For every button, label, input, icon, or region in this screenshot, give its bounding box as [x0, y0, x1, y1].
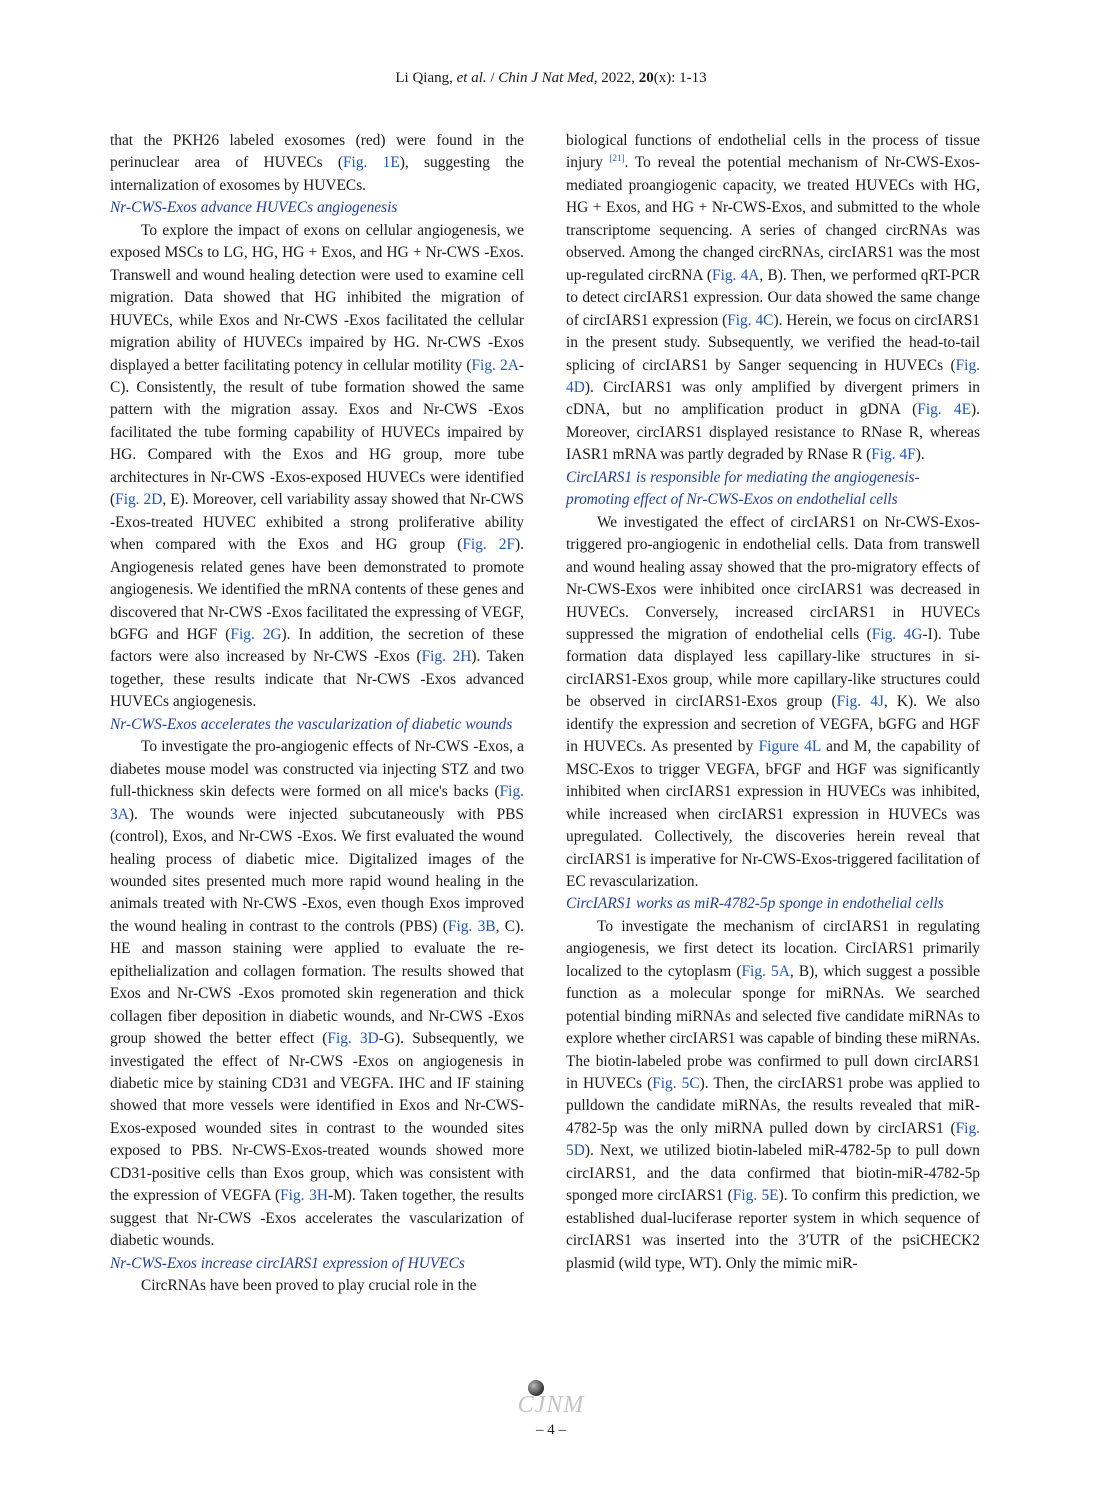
figure-link[interactable]: Fig. 4A — [712, 266, 760, 284]
text: -I). Tube formation data displayed less capillary-like structures in si-circIARS1-Exos group, while more capillary-like structures could be observed in circIARS1-Exos group ( — [566, 625, 981, 711]
section-heading: CircIARS1 is responsible for mediating the angiogenesis-promoting effect of Nr-CWS-Exos on endothelial cells — [566, 468, 920, 509]
paragraph — [110, 1275, 524, 1297]
text: that the PKH26 labeled exosomes (red) were found in the perinuclear area of HUVECs ( — [110, 132, 524, 172]
header-sep: / — [486, 70, 499, 86]
text: ). Then, the circIARS1 probe was applied to pulldown the candidate miRNAs, the results revealed that miR-4782-5p was the only miRNA pulled down by circIARS1 ( — [566, 1075, 980, 1137]
header-year: , 2022, — [593, 70, 639, 86]
figure-link[interactable]: Fig. 5D — [566, 1119, 980, 1160]
text: ). — [915, 446, 925, 464]
text: CircRNAs have been proved to play crucial role in the — [141, 1277, 477, 1295]
text: ). Moreover, circIARS1 displayed resistance to RNase R, whereas IASR1 mRNA was partly degraded by RNase R ( — [566, 401, 981, 464]
journal-logo: CJNM — [517, 1392, 585, 1418]
figure-link[interactable]: Fig. 3B — [447, 917, 496, 935]
figure-link[interactable]: Fig. 3A — [110, 783, 524, 823]
text: ). In addition, the secretion of these factors were also increased by Nr-CWS -Exos ( — [110, 625, 524, 666]
figure-link[interactable]: Fig. 4C — [727, 311, 774, 329]
text: -M). Taken together, the results suggest that Nr-CWS -Exos accelerates the vascularization of diabetic wounds. — [110, 1187, 524, 1250]
section-heading: CircIARS1 works as miR-4782-5p sponge in endothelial cells — [566, 895, 944, 913]
text: , K). We also identify the expression and secretion of VEGFA, bGFG and HGF in HUVECs. As presented by — [566, 693, 980, 756]
header-issue-pages: (x): 1-13 — [653, 70, 707, 86]
figure-link[interactable]: Fig. 2G — [230, 625, 282, 643]
section-heading: Nr-CWS-Exos accelerates the vascularization of diabetic wounds — [110, 715, 513, 733]
figure-link[interactable]: Fig. 3D — [327, 1030, 379, 1048]
text: , C). HE and masson staining were applied to evaluate the re-epithelialization and collagen formation. The results showed that Exos and Nr-CWS -Exos promoted skin regeneration and thick collagen fiber deposition in diabetic wounds, and Nr-CWS -Exos group showed the better effect ( — [110, 917, 525, 1048]
figure-link[interactable]: Fig. 4F — [871, 446, 916, 464]
header-authors: Li Qiang, — [395, 70, 457, 86]
text: ). Next, we utilized biotin-labeled miR-4782-5p to pull down circIARS1, and the data confirmed that biotin-miR-4782-5p sponged more circIARS1 ( — [566, 1142, 980, 1205]
figure-link[interactable]: Fig. 4D — [566, 356, 980, 396]
text: . To reveal the potential mechanism of Nr-CWS-Exos-mediated proangiogenic capacity, we treated HUVECs with HG, HG + Exos, and HG + Nr-CWS-Exos, and submitted to the whole transcriptome sequencing. A series of changed circRNAs was observed. Among the changed circRNAs, circIARS1 was the most up-regulated circRNA ( — [566, 154, 980, 284]
text: , E). Moreover, cell variability assay showed that Nr-CWS -Exos-treated HUVEC exhibited a strong proliferative ability when compared with the Exos and HG group ( — [110, 491, 524, 554]
page-number: – 4 – — [536, 1422, 566, 1438]
right-column — [566, 130, 980, 1275]
text: , B), which suggest a possible function as a molecular sponge for miRNAs. We searched potential binding miRNAs and selected five candidate miRNAs to explore whether circIARS1 was capable of binding these miRNAs. The biotin-labeled probe was confirmed to pull down circIARS1 in HUVECs ( — [566, 962, 980, 1093]
text: ). CircIARS1 was only amplified by divergent primers in cDNA, but no amplification product in gDNA ( — [566, 378, 980, 419]
text: To investigate the mechanism of circIARS1 in regulating angiogenesis, we first detect its location. CircIARS1 primarily localized to the cytoplasm ( — [566, 917, 980, 980]
text: and M, the capability of MSC-Exos to trigger VEGFA, bFGF and HGF was significantly inhibited when circIARS1 expression in HUVECs was inhibited, while increased when circIARS1 expression in HUVECs was upregulated. Collectively, the discoveries herein reveal that circIARS1 is imperative for Nr-CWS-Exos-triggered facilitation of EC revascularization. — [566, 738, 980, 890]
text: ), suggesting the internalization of exosomes by HUVECs. — [110, 154, 525, 194]
text: To explore the impact of exons on cellular angiogenesis, we exposed MSCs to LG, HG, HG + Exos, and HG + Nr-CWS -Exos. Transwell and wound healing detection were used to examine cell migration. Data showed that HG inhibited the migration of HUVECs, while Exos and Nr-CWS -Exos facilitated the cellular migration ability of HUVECs impaired by HG. Nr-CWS -Exos displayed a better facilitating potency in cellular motility ( — [110, 221, 524, 374]
figure-link[interactable]: Fig. 3H — [280, 1187, 328, 1205]
section-heading: Nr-CWS-Exos increase circIARS1 expression of HUVECs — [110, 1254, 465, 1272]
text: ). Herein, we focus on circIARS1 in the present study. Subsequently, we verified the head-to-tail splicing of circIARS1 by Sanger sequencing in HUVECs ( — [566, 311, 980, 374]
header-etal: et al. — [456, 70, 487, 86]
text: -C). Consistently, the result of tube formation showed the same pattern with the migration assay. Exos and Nr-CWS -Exos facilitated the tube forming capability of HUVECs impaired by HG. Compared with the Exos and HG group, more tube architectures in Nr-CWS -Exos-exposed HUVECs were identified ( — [110, 356, 524, 509]
section-heading: Nr-CWS-Exos advance HUVECs angiogenesis — [110, 199, 398, 217]
figure-link[interactable]: Fig. 5E — [732, 1187, 779, 1205]
figure-link[interactable]: Fig. 2D — [115, 491, 163, 509]
text: ). To confirm this prediction, we established dual-luciferase reporter system in which sequence of circIARS1 was inserted into the 3′UTR of the psiCHECK2 plasmid (wild type, WT). Only the mimic miR- — [566, 1187, 980, 1272]
figure-link[interactable]: Fig. 2A — [471, 356, 519, 374]
left-column — [110, 130, 524, 1298]
text: , B). Then, we performed qRT-PCR to detect circIARS1 expression. Our data showed the same change of circIARS1 expression ( — [566, 266, 980, 329]
figure-link[interactable]: Fig. 2F — [462, 536, 516, 554]
text: -G). Subsequently, we investigated the effect of Nr-CWS -Exos on angiogenesis in diabetic mice by staining CD31 and VEGFA. IHC and IF staining showed that more vessels were identified in Exos and Nr-CWS-Exos-exposed wounded sites in contrast to the wounded sites exposed to PBS. Nr-CWS-Exos-treated wounds showed more CD31-positive cells than Exos group, which was consistent with the expression of VEGFA ( — [110, 1030, 524, 1205]
figure-link[interactable]: Fig. 5A — [741, 962, 790, 980]
running-header — [0, 70, 1102, 87]
figure-link[interactable]: Fig. 4G — [871, 625, 923, 643]
text: biological functions of endothelial cells in the process of tissue injury — [566, 132, 980, 172]
header-volume: 20 — [638, 70, 654, 86]
figure-link[interactable]: Fig. 5C — [652, 1075, 700, 1093]
text: ). The wounds were injected subcutaneously with PBS (control), Exos, and Nr-CWS -Exos. We first evaluated the wound healing process of diabetic mice. Digitalized images of the wounded sites presented much more rapid wound healing in the animals treated with Nr-CWS -Exos, even though Exos improved the wound healing in contrast to the controls (PBS) ( — [110, 805, 524, 935]
paragraph — [110, 736, 524, 1252]
paragraph — [566, 512, 980, 894]
paragraph — [110, 130, 524, 197]
paragraph — [566, 916, 980, 1275]
citation-link[interactable]: [21] — [609, 153, 625, 164]
text: To investigate the pro-angiogenic effects of Nr-CWS -Exos, a diabetes mouse model was constructed via injecting STZ and two full-thickness skin defects were formed on all mice's backs ( — [110, 738, 524, 801]
figure-link[interactable]: Fig. 4E — [917, 401, 972, 419]
text: We investigated the effect of circIARS1 on Nr-CWS-Exos-triggered pro-angiogenic in endothelial cells. Data from transwell and wound healing assay showed that the pro-migratory effects of Nr-CWS-Exos were inhibited once circIARS1 was decreased in HUVECs. Conversely, increased circIARS1 in HUVECs suppressed the migration of endothelial cells ( — [566, 513, 980, 643]
text: ). Taken together, these results indicate that Nr-CWS -Exos advanced HUVECs angiogenesis. — [110, 648, 525, 711]
figure-link[interactable]: Fig. 4J — [836, 693, 884, 711]
text: ). Angiogenesis related genes have been demonstrated to promote angiogenesis. We identified the mRNA contents of these genes and discovered that Nr-CWS -Exos facilitated the expressing of VEGF, bGFG and HGF ( — [110, 536, 524, 643]
paragraph — [566, 130, 980, 467]
figure-link[interactable]: Fig. 1E — [343, 154, 400, 172]
figure-link[interactable]: Fig. 2H — [421, 648, 472, 666]
figure-link[interactable]: Figure 4L — [758, 738, 821, 756]
header-journal: Chin J Nat Med — [498, 70, 594, 86]
paragraph — [110, 220, 524, 714]
